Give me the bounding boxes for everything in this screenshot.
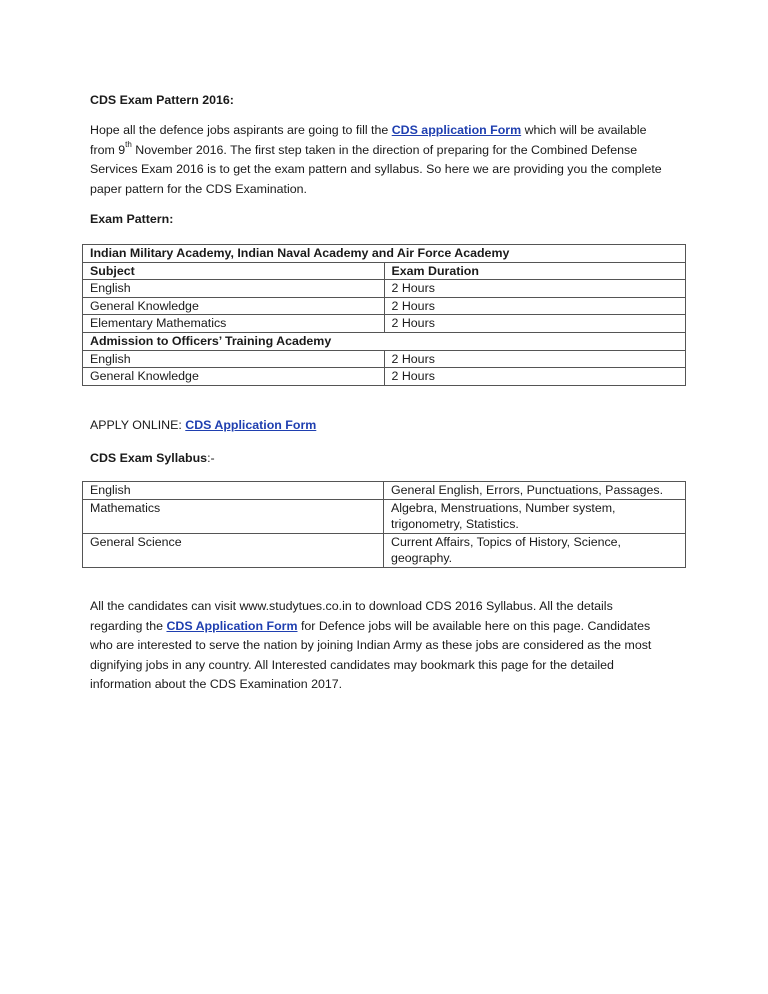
subject-cell: General Science (83, 533, 384, 567)
topics-cell (384, 499, 686, 533)
intro-text-1: Hope all the defence jobs aspirants are going to fill the (90, 123, 392, 137)
table-header-row (83, 262, 686, 280)
column-header-subject: Subject (83, 262, 385, 280)
topics-line: trigonometry, Statistics. (391, 517, 519, 532)
syllabus-table (82, 481, 686, 568)
closing-line-5: information about the CDS Examination 2017. (90, 677, 343, 691)
intro-text-2: which will be available (521, 123, 647, 137)
exam-pattern-table (82, 244, 686, 386)
duration-cell: 2 Hours (384, 280, 686, 298)
topics-cell (384, 482, 686, 500)
topics-line: Algebra, Menstruations, Number system, (391, 500, 616, 515)
duration-cell: 2 Hours (384, 315, 686, 333)
table-row (83, 499, 686, 533)
subject-cell: General Knowledge (83, 368, 385, 386)
topics-line: geography. (391, 551, 453, 566)
group-header-ota: Admission to Officers’ Training Academy (83, 332, 686, 350)
duration-cell: 2 Hours (384, 297, 686, 315)
topics-line: General English, Errors, Punctuations, Passages. (391, 483, 664, 497)
duration-cell: 2 Hours (384, 368, 686, 386)
apply-online-line (90, 416, 686, 436)
cds-application-form-link[interactable]: CDS application Form (391, 123, 522, 137)
table-row (83, 297, 686, 315)
exam-pattern-heading: Exam Pattern: (90, 212, 174, 226)
topics-line: Current Affairs, Topics of History, Science, (391, 534, 622, 549)
table-row (83, 280, 686, 298)
ordinal-suffix: th (125, 140, 132, 150)
closing-line-3: who are interested to serve the nation by joining Indian Army as these jobs are considered as the most (90, 638, 652, 652)
closing-cds-application-form-link[interactable]: CDS Application Form (166, 618, 298, 633)
table-row (83, 482, 686, 500)
closing-paragraph (90, 597, 686, 695)
subject-cell: English (83, 280, 385, 298)
table-row (83, 533, 686, 567)
duration-cell: 2 Hours (384, 350, 686, 368)
syllabus-heading: CDS Exam Syllabus (90, 451, 208, 465)
subject-cell: Elementary Mathematics (83, 315, 385, 333)
subject-cell: Mathematics (83, 499, 384, 533)
page-title: CDS Exam Pattern 2016: (90, 93, 234, 107)
table-row (83, 315, 686, 333)
closing-text-a: regarding the (90, 618, 167, 633)
intro-text-4: November 2016. The first step taken in the direction of preparing for the Combined Defense (131, 142, 638, 157)
topics-cell (384, 533, 686, 567)
subject-cell: General Knowledge (83, 297, 385, 315)
table-row (83, 350, 686, 368)
intro-line-3: Services Exam 2016 is to get the exam pattern and syllabus. So here we are providing you the complete (90, 162, 662, 176)
group-header-ima: Indian Military Academy, Indian Naval Academy and Air Force Academy (83, 245, 686, 263)
intro-line-1 (90, 121, 686, 141)
closing-text-b: for Defence jobs will be available here on this page. Candidates (297, 618, 651, 633)
subject-cell: English (83, 482, 384, 500)
closing-line-1: All the candidates can visit www.studytues.co.in to download CDS 2016 Syllabus. All the details (90, 599, 613, 613)
table-row (83, 368, 686, 386)
syllabus-heading-line (90, 449, 686, 469)
closing-line-4: dignifying jobs in any country. All Interested candidates may bookmark this page for the detailed (90, 657, 614, 672)
column-header-duration: Exam Duration (384, 262, 686, 280)
table-group-row (83, 332, 686, 350)
syllabus-heading-suffix: :- (207, 451, 215, 465)
table-group-row (83, 245, 686, 263)
closing-line-2 (90, 617, 686, 637)
intro-line-4: paper pattern for the CDS Examination. (90, 181, 307, 196)
intro-text-3: from 9 (90, 142, 126, 157)
intro-paragraph (90, 121, 686, 199)
apply-cds-application-form-link[interactable]: CDS Application Form (185, 418, 317, 432)
subject-cell: English (83, 350, 385, 368)
apply-online-label: APPLY ONLINE: (90, 418, 186, 432)
intro-line-2 (90, 141, 686, 161)
